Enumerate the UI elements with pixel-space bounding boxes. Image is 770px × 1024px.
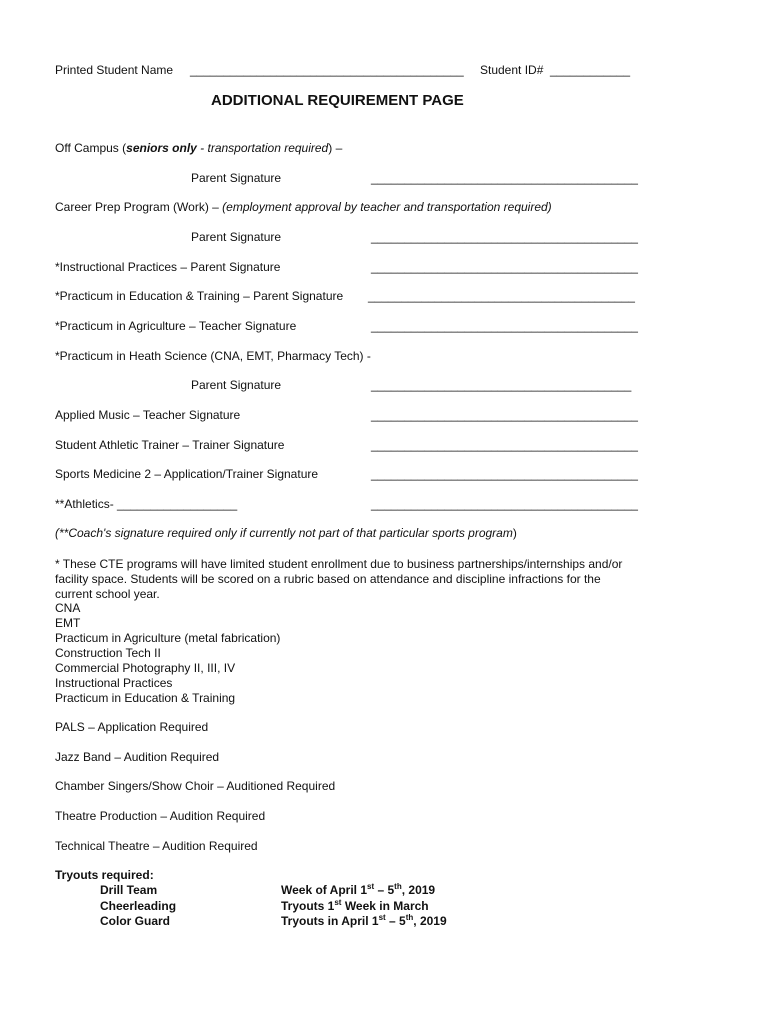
page-title: ADDITIONAL REQUIREMENT PAGE	[211, 92, 464, 109]
list-item: EMT	[55, 616, 81, 630]
tryout-date-sup: st	[378, 913, 386, 922]
tryout-date	[281, 899, 429, 914]
requirement-item: Technical Theatre – Audition Required	[55, 839, 258, 853]
heath-science-line: *Practicum in Heath Science (CNA, EMT, Pharmacy Tech) -	[55, 349, 371, 363]
signature-label: Parent Signature	[191, 378, 282, 392]
tryout-date-sup: th	[394, 882, 402, 891]
career-prep-line	[55, 200, 552, 215]
signature-line[interactable]: ________________________________________	[371, 497, 638, 511]
signature-line[interactable]: ________________________________________	[371, 171, 638, 185]
career-prep-text: Career Prep Program (Work) –	[55, 200, 223, 214]
tryouts-heading: Tryouts required:	[55, 868, 154, 882]
student-id-label: Student ID#	[480, 63, 544, 77]
athletics-label: **Athletics- __________________	[55, 497, 238, 511]
tryout-activity: Color Guard	[100, 914, 171, 928]
tryout-date-part: – 5	[385, 914, 406, 928]
tryout-date	[281, 883, 435, 898]
tryout-date	[281, 914, 447, 929]
list-item: Instructional Practices	[55, 676, 173, 690]
list-item: Practicum in Agriculture (metal fabrication)	[55, 631, 281, 645]
cte-program-list	[55, 601, 635, 706]
tryout-date-part: , 2019	[413, 914, 447, 928]
signature-line[interactable]: ________________________________________	[371, 260, 638, 274]
off-campus-suffix: ) –	[328, 141, 343, 155]
requirement-item: Jazz Band – Audition Required	[55, 750, 220, 764]
student-id-field[interactable]: ____________	[550, 63, 631, 77]
student-name-label: Printed Student Name	[55, 63, 174, 77]
tryout-activity: Cheerleading	[100, 899, 177, 913]
signature-line[interactable]: ________________________________________	[371, 319, 638, 333]
signature-line[interactable]: _______________________________________	[371, 378, 632, 392]
signature-label: Parent Signature	[191, 171, 282, 185]
tryout-date-sup: th	[405, 913, 414, 922]
requirement-item: Chamber Singers/Show Choir – Auditioned Required	[55, 779, 336, 793]
off-campus-prefix: Off Campus (	[55, 141, 127, 155]
signature-label: Applied Music – Teacher Signature	[55, 408, 241, 422]
requirement-item: Theatre Production – Audition Required	[55, 809, 266, 823]
signature-label: Student Athletic Trainer – Trainer Signature	[55, 438, 285, 452]
coach-note-suffix: )	[512, 526, 517, 540]
signature-label: *Practicum in Education & Training – Parent Signature	[55, 289, 344, 303]
tryout-activity: Drill Team	[100, 883, 158, 897]
requirement-item: PALS – Application Required	[55, 720, 209, 734]
career-prep-note: (employment approval by teacher and transportation required)	[222, 200, 552, 214]
list-item: Commercial Photography II, III, IV	[55, 661, 236, 675]
list-item: Construction Tech II	[55, 646, 161, 660]
off-campus-transport: - transportation required	[196, 141, 329, 155]
signature-label: *Instructional Practices – Parent Signature	[55, 260, 281, 274]
cte-note: * These CTE programs will have limited student enrollment due to business partnerships/internships and/or facility space. Students will be scored on a rubric based on attendance and discipline infractions for the current school year.	[55, 557, 623, 601]
tryout-date-sup: st	[367, 882, 375, 891]
signature-label: Sports Medicine 2 – Application/Trainer Signature	[55, 467, 319, 481]
off-campus-seniors: seniors only	[126, 141, 197, 155]
tryout-date-sup: st	[334, 898, 342, 907]
signature-line[interactable]: ________________________________________	[371, 230, 638, 244]
tryout-date-part: Tryouts in April 1	[281, 914, 379, 928]
student-name-field[interactable]: _________________________________________	[190, 63, 464, 77]
off-campus-line	[55, 141, 342, 156]
signature-label: Parent Signature	[191, 230, 282, 244]
tryout-date-part: Week of April 1	[281, 883, 368, 897]
tryout-date-part: Week in March	[341, 899, 429, 913]
tryout-date-part: – 5	[374, 883, 395, 897]
tryout-date-part: , 2019	[401, 883, 436, 897]
list-item: Practicum in Education & Training	[55, 691, 236, 705]
coach-note	[55, 526, 517, 541]
signature-line[interactable]: ________________________________________	[368, 289, 635, 303]
coach-note-text: (**Coach's signature required only if currently not part of that particular sports program	[55, 526, 513, 540]
signature-line[interactable]: ________________________________________	[371, 408, 638, 422]
signature-label: *Practicum in Agriculture – Teacher Signature	[55, 319, 297, 333]
list-item: CNA	[55, 601, 81, 615]
tryout-date-part: Tryouts 1	[281, 899, 335, 913]
signature-line[interactable]: ________________________________________	[371, 467, 638, 481]
signature-line[interactable]: ________________________________________	[371, 438, 638, 452]
